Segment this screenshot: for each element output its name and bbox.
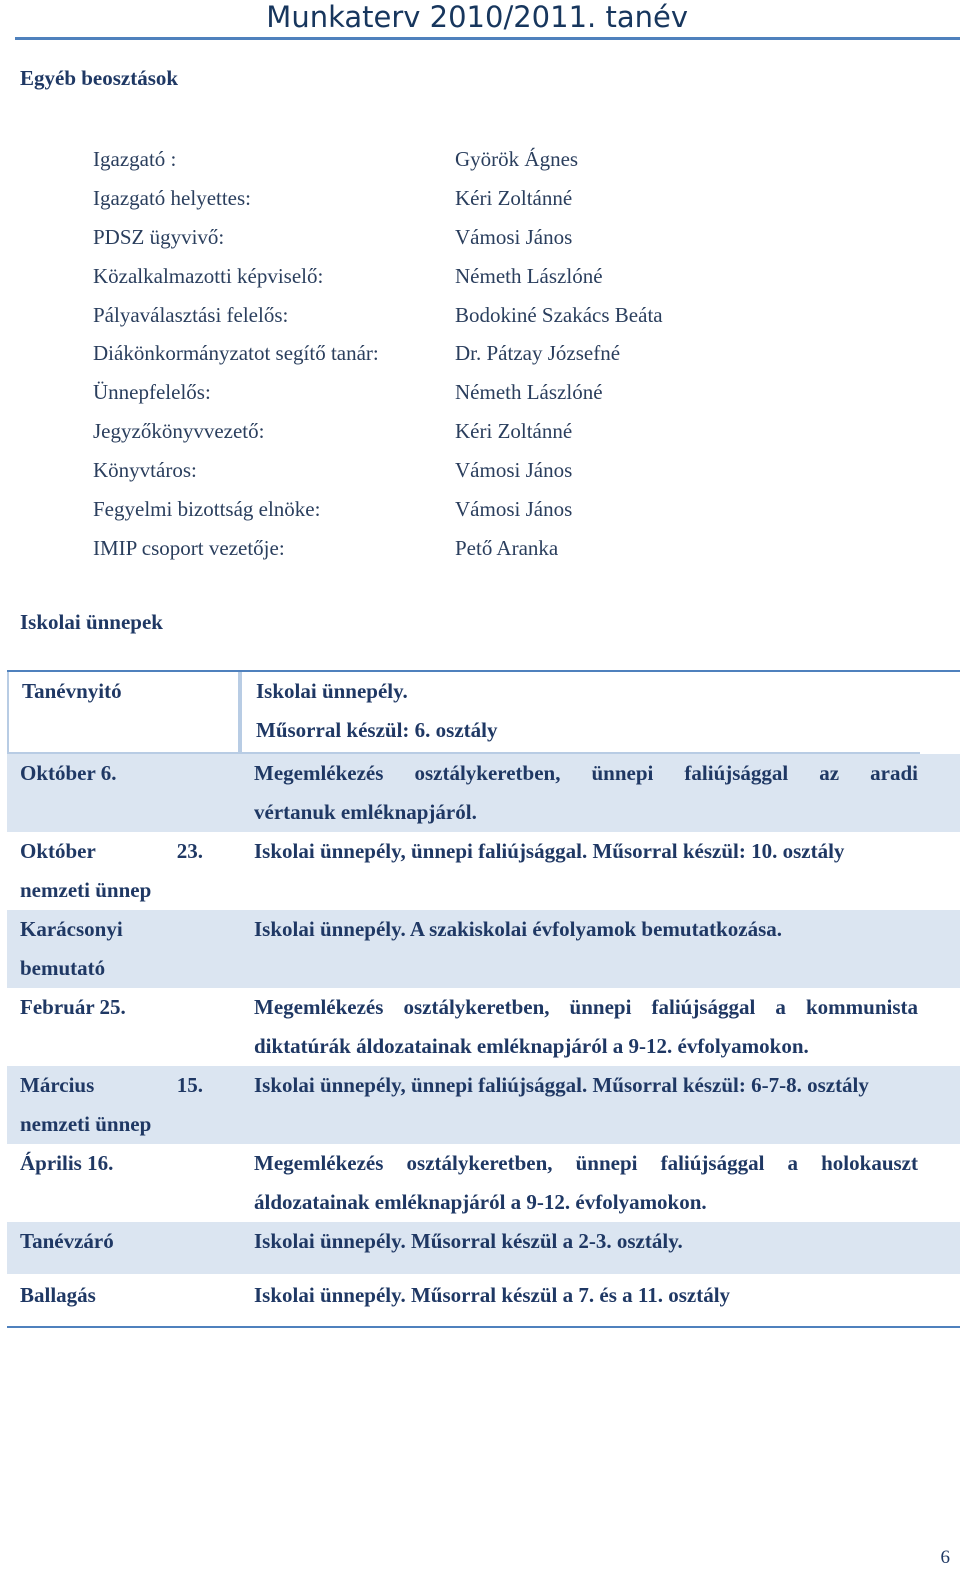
event-description [254, 1276, 918, 1315]
role-name: Kéri Zoltánné [455, 185, 573, 210]
event-desc-line: Megemlékezés osztálykeretben, ünnepi faliújsággal a holokauszt [254, 1151, 918, 1175]
table-row [7, 988, 960, 1066]
role-name: Vámosi János [455, 458, 573, 483]
event-desc-line: Megemlékezés osztálykeretben, ünnepi faliújsággal a kommunista [254, 995, 918, 1019]
role-label: Fegyelmi bizottság elnöke: [93, 497, 321, 522]
event-desc-line: Iskolai ünnepély. [256, 679, 408, 703]
event-date [7, 1066, 240, 1144]
event-date-text: Karácsonyi [20, 917, 123, 941]
event-date-text: Március [20, 1073, 95, 1097]
event-date-text: Október 6. [20, 761, 117, 785]
event-description [254, 832, 918, 871]
role-label: Ünnepfelelős: [93, 380, 211, 405]
event-desc-line: Iskolai ünnepély. Műsorral készül a 2-3. osztály. [254, 1229, 683, 1253]
event-date [7, 1276, 240, 1340]
event-date-text: Február 25. [20, 995, 126, 1019]
role-name: Pető Aranka [455, 535, 559, 560]
table-row [7, 1274, 960, 1340]
event-description [254, 754, 918, 832]
table-row [7, 670, 960, 754]
table-row [7, 1144, 960, 1222]
event-desc-line: vértanuk emléknapjáról. [254, 800, 477, 824]
role-label: Igazgató helyettes: [93, 185, 252, 210]
role-label: Pályaválasztási felelős: [93, 302, 289, 327]
event-desc-line: áldozatainak emléknapjáról a 9-12. évfolyamokon. [254, 1190, 707, 1214]
role-name: Kéri Zoltánné [455, 419, 573, 444]
event-desc-line: diktatúrák áldozatainak emléknapjáról a 9-12. évfolyamokon. [254, 1034, 809, 1058]
event-date-text: Október [20, 839, 96, 863]
event-description [240, 672, 920, 754]
role-label: Diákönkormányzatot segítő tanár: [93, 341, 379, 366]
role-name: Németh Lászlóné [455, 380, 603, 405]
event-date [7, 1222, 240, 1274]
event-desc-line: Műsorral készül: 6. osztály [256, 718, 498, 742]
event-desc-line: Megemlékezés osztálykeretben, ünnepi faliújsággal az aradi [254, 761, 918, 785]
event-description [254, 1066, 918, 1105]
event-date-text: bemutató [20, 956, 106, 980]
event-description [254, 988, 918, 1066]
section-heading-beosztasok: Egyéb beosztások [20, 66, 179, 90]
role-label: PDSZ ügyvivő: [93, 224, 225, 249]
event-date-text: Tanévnyitó [22, 679, 122, 703]
event-date-text: Április 16. [20, 1151, 114, 1175]
role-name: Vámosi János [455, 224, 573, 249]
event-date-line [20, 832, 203, 871]
header-divider [15, 37, 960, 40]
event-date [7, 672, 240, 754]
events-table [7, 670, 960, 1340]
event-description [254, 1222, 918, 1261]
event-desc-line: Iskolai ünnepély. Műsorral készül a 7. és a 11. osztály [254, 1283, 731, 1307]
table-row [7, 1066, 960, 1144]
event-date [7, 832, 240, 910]
document-header-title: Munkaterv 2010/2011. tanév [266, 0, 688, 34]
table-row [7, 1222, 960, 1274]
event-date-text: 15. [176, 1073, 203, 1097]
role-label: Jegyzőkönyvvezető: [93, 419, 265, 444]
role-name: Györök Ágnes [455, 147, 579, 171]
event-date [7, 1144, 240, 1222]
role-label: Könyvtáros: [93, 458, 197, 483]
page-number: 6 [940, 1547, 950, 1568]
table-row [7, 754, 960, 832]
event-description [254, 910, 918, 949]
table-row [7, 832, 960, 910]
section-heading-unnepek: Iskolai ünnepek [20, 610, 163, 634]
event-date-text: 23. [176, 839, 203, 863]
event-date-text: nemzeti ünnep [20, 878, 152, 902]
role-name: Vámosi János [455, 497, 573, 522]
event-desc-line: Iskolai ünnepély. A szakiskolai évfolyamok bemutatkozása. [254, 917, 783, 941]
event-description [254, 1144, 918, 1222]
role-name: Bodokiné Szakács Beáta [455, 302, 663, 327]
table-row [7, 910, 960, 988]
role-label: Igazgató : [93, 147, 177, 171]
role-name: Németh Lászlóné [455, 263, 603, 288]
event-date [7, 754, 240, 832]
role-label: IMIP csoport vezetője: [93, 535, 285, 560]
event-date-text: Tanévzáró [20, 1229, 114, 1253]
role-label: Közalkalmazotti képviselő: [93, 263, 324, 288]
event-date-text: Ballagás [20, 1283, 96, 1307]
table-bottom-divider [7, 1326, 960, 1328]
event-date-line [20, 1066, 203, 1105]
event-date-text: nemzeti ünnep [20, 1112, 152, 1136]
event-date [7, 988, 240, 1066]
event-date [7, 910, 240, 988]
role-name: Dr. Pátzay Józsefné [455, 341, 621, 366]
event-desc-line: Iskolai ünnepély, ünnepi faliújsággal. Műsorral készül: 6-7-8. osztály [254, 1073, 869, 1097]
event-desc-line: Iskolai ünnepély, ünnepi faliújsággal. Műsorral készül: 10. osztály [254, 839, 845, 863]
